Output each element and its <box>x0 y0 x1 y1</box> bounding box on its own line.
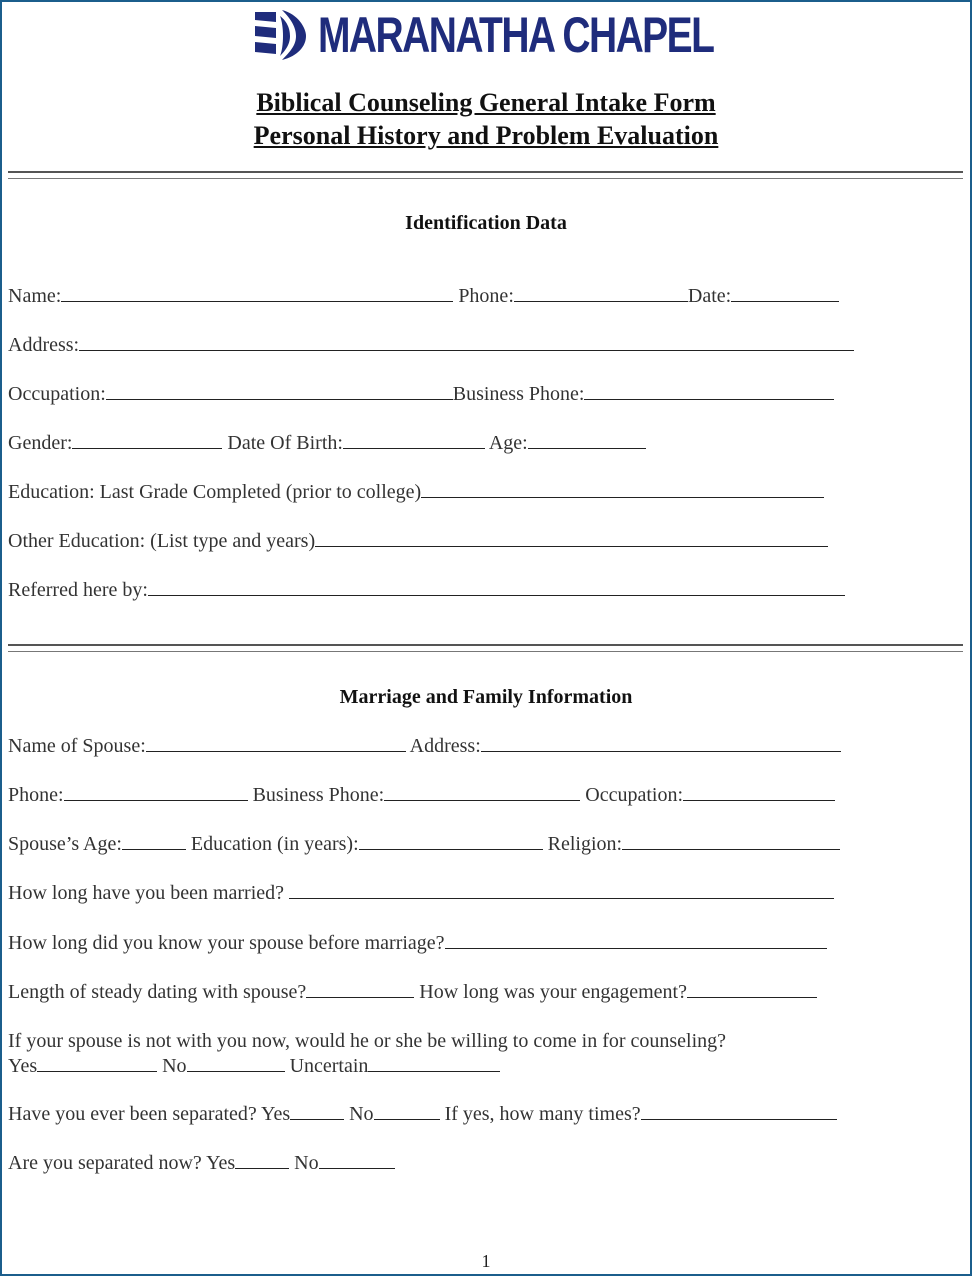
age-label: Age: <box>488 432 528 454</box>
ever-separated-no-label: No <box>349 1103 374 1125</box>
married-how-long-row <box>8 882 834 905</box>
referred-field[interactable] <box>148 595 845 596</box>
ever-separated-label: Have you ever been separated? Yes <box>8 1103 291 1125</box>
willing-uncertain-field[interactable] <box>368 1071 500 1072</box>
married-how-long-field[interactable] <box>289 898 834 899</box>
divider <box>8 171 963 173</box>
separated-now-no-field[interactable] <box>319 1168 395 1169</box>
willing-question-label: If your spouse is not with you now, would he or she be willing to come in for counseling? <box>8 1030 727 1052</box>
spouse-occupation-label: Occupation: <box>585 784 683 806</box>
spouse-age-field[interactable] <box>122 849 186 850</box>
name-field[interactable] <box>61 301 453 302</box>
form-subtitle: Personal History and Problem Evaluation <box>253 121 719 150</box>
dating-length-label: Length of steady dating with spouse? <box>8 981 307 1003</box>
how-many-label: If yes, how many times? <box>444 1103 641 1125</box>
business-phone-field[interactable] <box>584 399 834 400</box>
gender-field[interactable] <box>72 448 222 449</box>
dating-row <box>8 981 817 1004</box>
ever-separated-yes-field[interactable] <box>290 1119 344 1120</box>
education-row <box>8 481 824 504</box>
spouse-business-phone-label: Business Phone: <box>252 784 385 806</box>
other-education-row <box>8 530 828 553</box>
marriage-heading: Marriage and Family Information <box>339 686 633 708</box>
ever-separated-row <box>8 1103 837 1126</box>
address-field[interactable] <box>79 350 854 351</box>
religion-label: Religion: <box>547 833 623 855</box>
willing-no-field[interactable] <box>187 1071 285 1072</box>
spouse-occupation-field[interactable] <box>683 800 835 801</box>
identification-heading: Identification Data <box>405 212 567 234</box>
age-field[interactable] <box>528 448 646 449</box>
engagement-length-field[interactable] <box>687 997 817 998</box>
willing-no-label: No <box>162 1055 187 1077</box>
other-education-label: Other Education: (List type and years) <box>8 530 316 552</box>
education-field[interactable] <box>421 497 824 498</box>
knew-before-row <box>8 932 827 955</box>
how-many-field[interactable] <box>641 1119 837 1120</box>
gender-row <box>8 432 646 455</box>
willing-answers-row <box>8 1055 500 1078</box>
willing-uncertain-label: Uncertain <box>289 1055 369 1077</box>
chapel-emblem-icon <box>252 6 310 64</box>
gender-label: Gender: <box>8 432 73 454</box>
spouse-business-phone-field[interactable] <box>384 800 580 801</box>
address-row <box>8 334 854 357</box>
knew-before-field[interactable] <box>445 948 827 949</box>
occupation-field[interactable] <box>106 399 453 400</box>
separated-now-no-label: No <box>294 1152 319 1174</box>
spouse-name-field[interactable] <box>146 751 406 752</box>
divider <box>8 651 963 652</box>
education-years-label: Education (in years): <box>190 833 359 855</box>
phone-field[interactable] <box>514 301 688 302</box>
spouse-address-field[interactable] <box>481 751 841 752</box>
spouse-phone-field[interactable] <box>64 800 248 801</box>
education-label: Education: Last Grade Completed (prior to college) <box>8 481 422 503</box>
spouse-age-row <box>8 833 840 856</box>
date-label: Date: <box>687 285 732 307</box>
knew-before-label: How long did you know your spouse before marriage? <box>8 932 445 954</box>
separated-now-label: Are you separated now? Yes <box>8 1152 236 1174</box>
occupation-label: Occupation: <box>8 383 106 405</box>
separated-now-yes-field[interactable] <box>235 1168 289 1169</box>
dob-field[interactable] <box>343 448 485 449</box>
maranatha-logo <box>252 4 825 66</box>
spouse-address-label: Address: <box>409 735 481 757</box>
divider <box>8 644 963 646</box>
spouse-name-label: Name of Spouse: <box>8 735 146 757</box>
logo-text: MARANATHA CHAPEL <box>318 7 714 63</box>
religion-field[interactable] <box>622 849 840 850</box>
engagement-length-label: How long was your engagement? <box>419 981 687 1003</box>
spouse-phone-row <box>8 784 835 807</box>
willing-yes-label: Yes <box>8 1055 38 1077</box>
divider <box>8 178 963 179</box>
page-number: 1 <box>481 1251 491 1271</box>
education-years-field[interactable] <box>359 849 543 850</box>
willing-question-row <box>8 1030 726 1053</box>
business-phone-label: Business Phone: <box>452 383 585 405</box>
separated-now-row <box>8 1152 395 1175</box>
willing-yes-field[interactable] <box>37 1071 157 1072</box>
date-field[interactable] <box>731 301 839 302</box>
spouse-phone-label: Phone: <box>8 784 64 806</box>
referred-row <box>8 579 845 602</box>
form-title: Biblical Counseling General Intake Form <box>256 88 716 117</box>
name-label: Name: <box>8 285 62 307</box>
dating-length-field[interactable] <box>306 997 414 998</box>
spouse-name-row <box>8 735 841 758</box>
married-how-long-label: How long have you been married? <box>8 882 285 904</box>
ever-separated-no-field[interactable] <box>374 1119 440 1120</box>
referred-label: Referred here by: <box>8 579 148 601</box>
phone-label: Phone: <box>458 285 514 307</box>
dob-label: Date Of Birth: <box>227 432 343 454</box>
name-row <box>8 285 839 308</box>
address-label: Address: <box>8 334 80 356</box>
occupation-row <box>8 383 834 406</box>
other-education-field[interactable] <box>315 546 828 547</box>
spouse-age-label: Spouse’s Age: <box>8 833 122 855</box>
